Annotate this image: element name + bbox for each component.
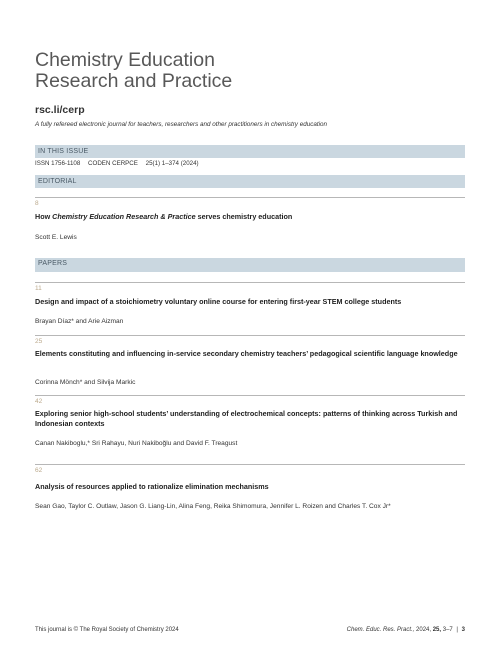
journal-title-line1: Chemistry Education [35,49,215,71]
citation-separator: | [456,627,458,633]
journal-abbrev: Chem. Educ. Res. Pract., [346,627,415,633]
journal-title-line2: Research and Practice [35,70,233,92]
citation-pages: 3–7 [442,627,453,633]
article-title[interactable]: Exploring senior high-school students’ understanding of electrochemical concepts: patterns of thinking across Turkish and Indonesian contexts [35,409,458,428]
article-divider [35,464,465,465]
in-this-issue-band: IN THIS ISSUE [35,145,465,158]
article-page-number: 8 [35,200,39,207]
issn: ISSN 1756-1108 [35,160,81,167]
article-authors: Corinna Mönch* and Silvija Markic [35,379,136,386]
page-number: 3 [461,627,465,633]
article-title[interactable]: Design and impact of a stoichiometry voluntary online course for entering first-year STEM college students [35,297,402,306]
article-authors: Canan Nakiboglu,* Sri Rahayu, Nuri Nakiboğlu and David F. Treagust [35,440,238,447]
section-heading-papers: PAPERS [35,258,465,272]
article-divider [35,197,465,198]
coden: CODEN CERPCE [88,160,138,167]
journal-contents-page [35,0,465,655]
citation-year: 2024, [416,627,432,633]
article-page-number: 11 [35,285,42,292]
article-divider [35,395,465,396]
article-authors: Brayan Díaz* and Arie Aizman [35,318,124,325]
volume-info: 25(1) 1–374 (2024) [145,160,199,167]
page-citation [347,627,465,633]
section-heading-editorial: EDITORIAL [35,175,465,188]
article-title[interactable]: Elements constituting and influencing in-service secondary chemistry teachers’ pedagogical scientific language knowledge [35,349,458,358]
article-page-number: 62 [35,467,43,474]
article-page-number: 25 [35,338,43,345]
article-page-number: 42 [35,398,43,405]
journal-description: A fully refereed electronic journal for teachers, researchers and other practitioners in chemistry education [35,121,328,128]
journal-title [35,50,465,92]
journal-url[interactable]: rsc.li/cerp [35,104,85,116]
citation-volume: 25, [432,627,442,633]
article-authors: Sean Gao, Taylor C. Outlaw, Jason G. Liang-Lin, Alina Feng, Reika Shimomura, Jennifer L. Roizen and Charles T. Cox Jr* [35,503,391,510]
issue-meta [35,160,205,167]
article-title[interactable]: How Chemistry Education Research & Practice serves chemistry education [35,212,293,221]
article-divider [35,335,465,336]
article-title[interactable]: Analysis of resources applied to rationalize elimination mechanisms [35,482,269,491]
article-divider [35,282,465,283]
article-authors: Scott E. Lewis [35,234,77,241]
copyright-notice: This journal is © The Royal Society of Chemistry 2024 [35,627,179,633]
